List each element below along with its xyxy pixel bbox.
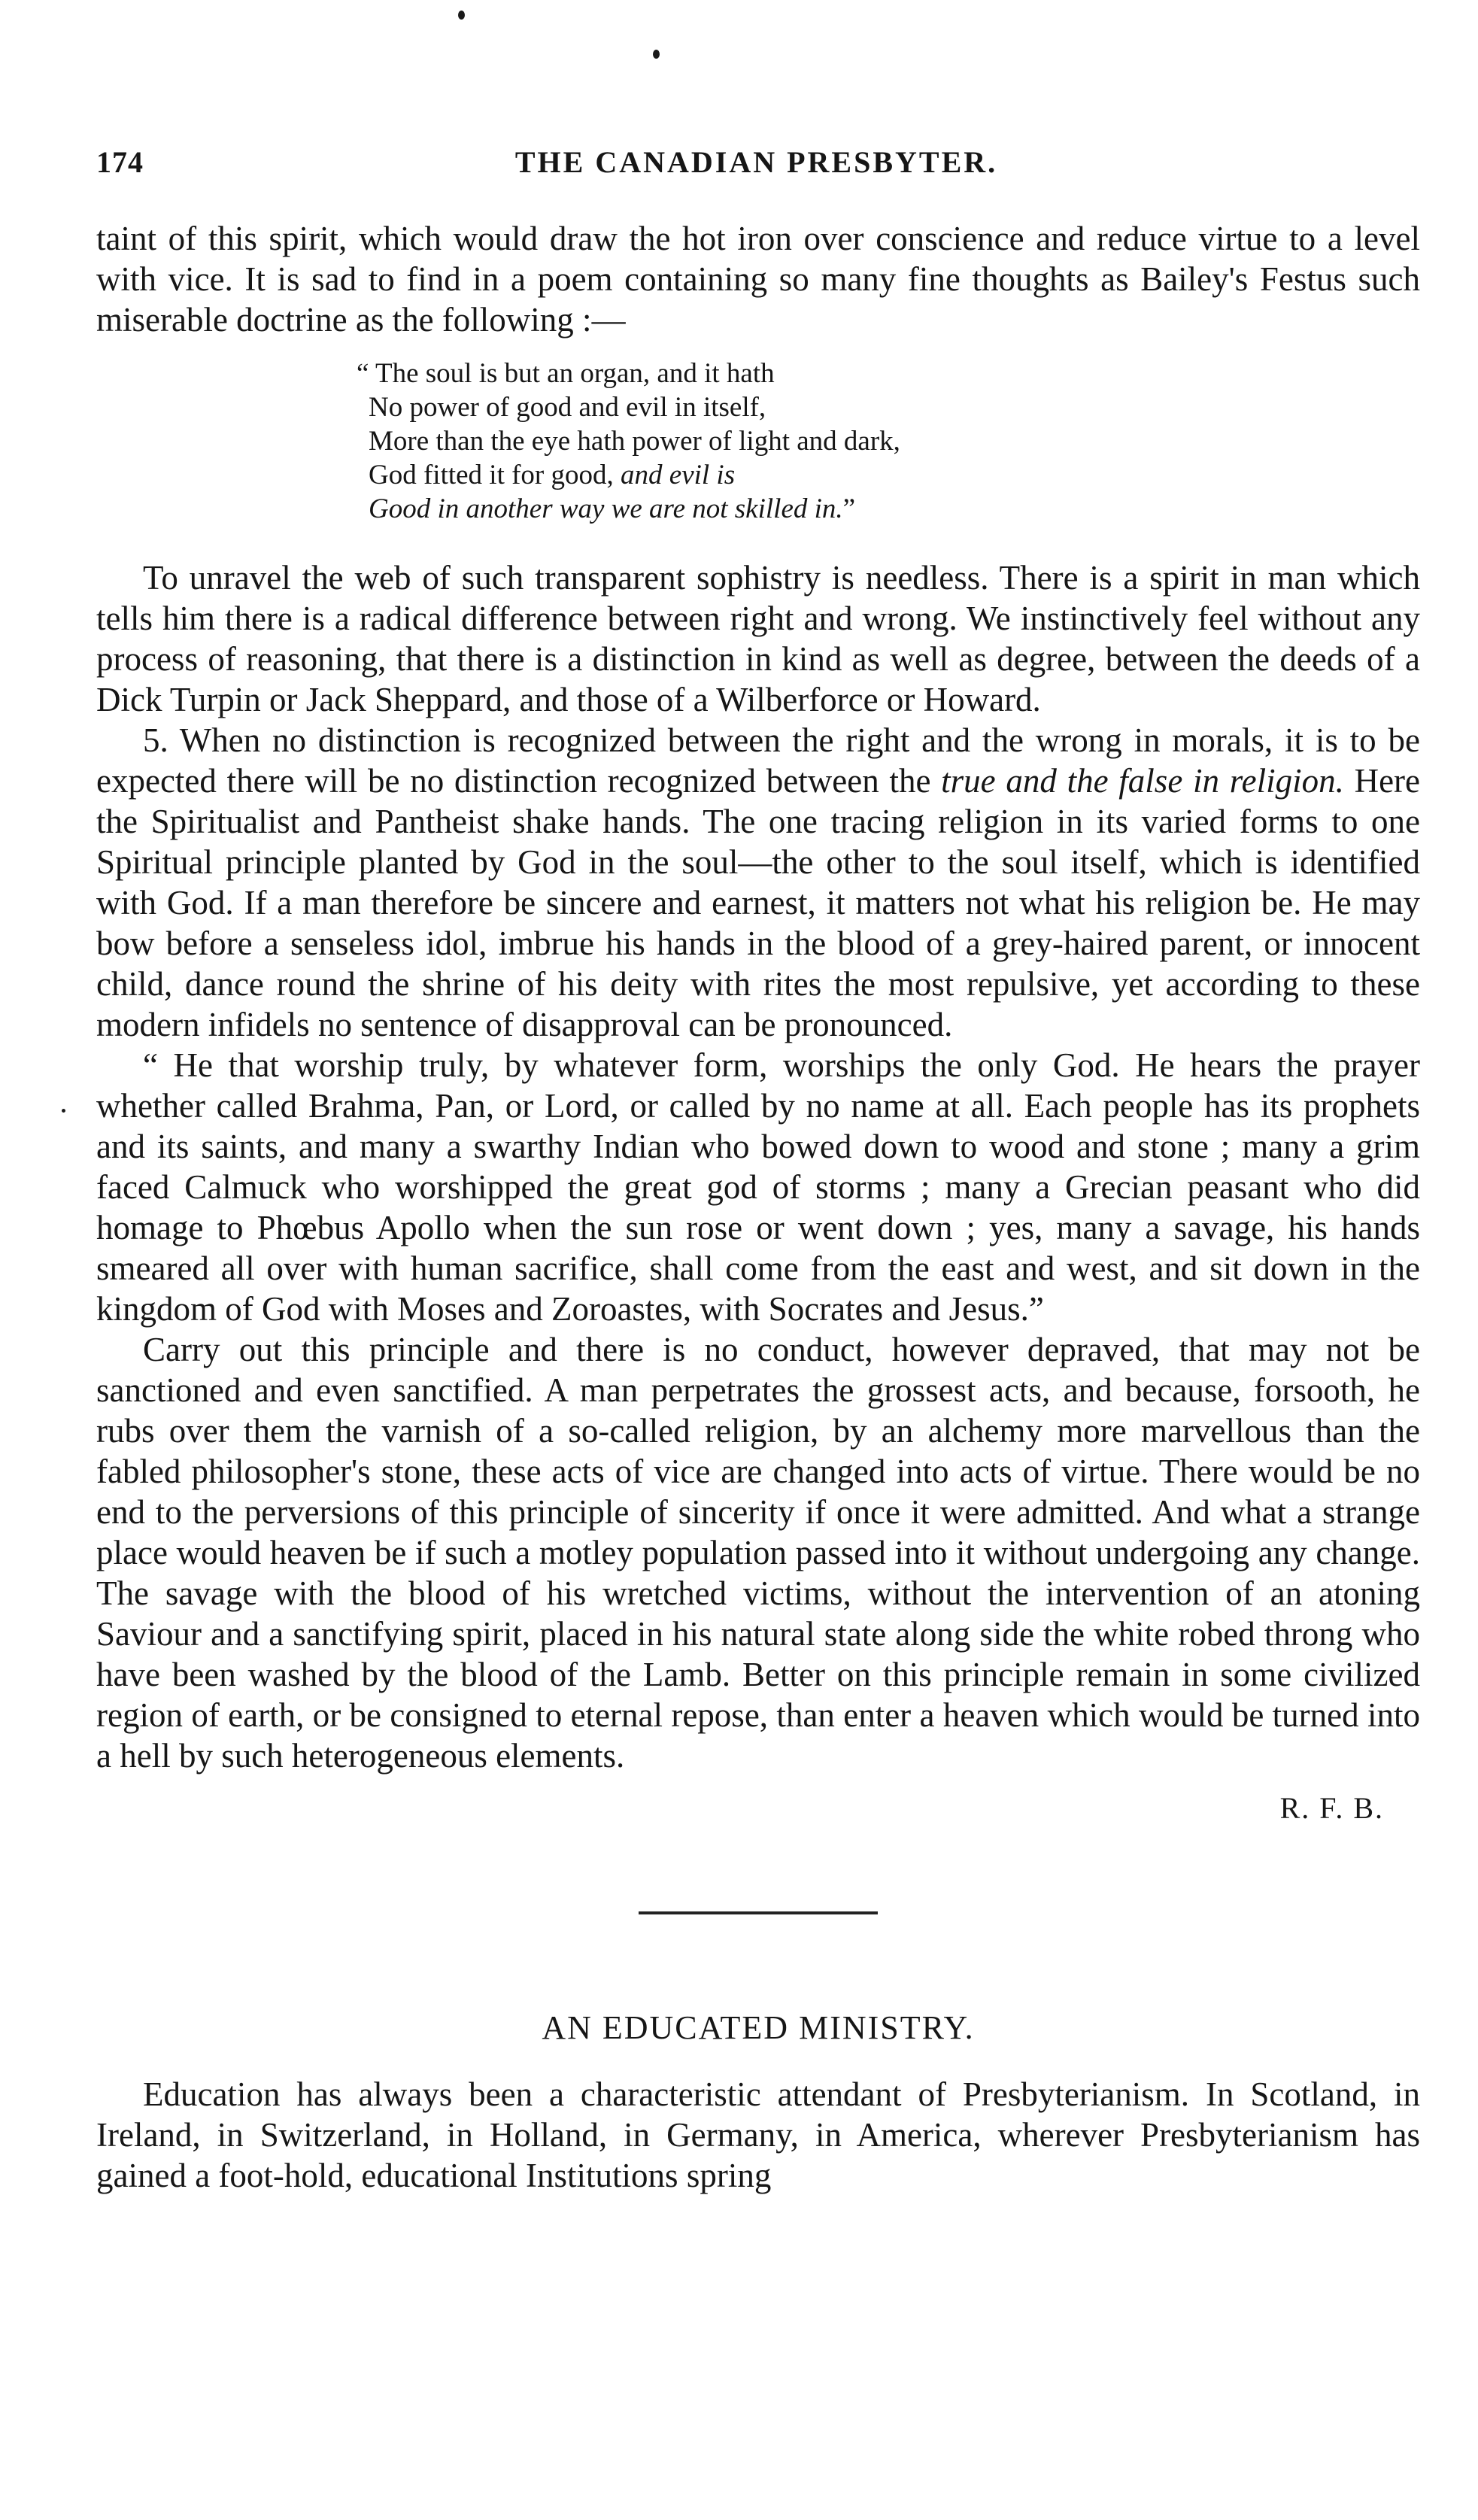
quoted-paragraph: “ He that worship truly, by whatever form, worships the only God. He hears the prayer whether called Brahma, Pan, or Lord, or called by no name at all. Each people has its prophets and its saints, and many a swarthy Indian who bowed down to wood and stone ; many a grim faced Calmuck who worshipped the great god of storms ; many a Grecian peasant who did homage to Phœbus Apollo when the sun rose or went down ; yes, many a savage, his hands smeared all over with human sacrifice, shall come from the east and west, and sit down in the kingdom of God with Moses and Zoroastes, with Socrates and Jesus.”: [96, 1046, 1420, 1328]
ink-speck: [458, 11, 465, 20]
paragraph: To unravel the web of such transparent sophistry is needless. There is a spirit in man which tells him there is a radical difference between right and wrong. We instinctively feel without any process of reasoning, that there is a distinction in kind as well as degree, between the deeds of a Dick Turpin or Jack Sheppard, and those of a Wilberforce or Howard.: [96, 559, 1420, 718]
paragraph-italic-text: true and the false in religion.: [941, 762, 1344, 800]
verse-line: No power of good and evil in itself,: [369, 392, 766, 423]
verse-line: “ The soul is but an organ, and it hath: [357, 358, 775, 389]
verse-line: [369, 458, 1420, 492]
paragraph: Education has always been a characteristic attendant of Presbyterianism. In Scotland, in Ireland, in Switzerland, in Holland, in Germany, in America, wherever Presbyterianism has gained a foot-hold, educational Institutions spring: [96, 2075, 1420, 2194]
section-title: AN EDUCATED MINISTRY.: [542, 2009, 975, 2046]
page-header: [96, 144, 1416, 190]
verse-text: ”: [842, 493, 856, 524]
verse-line: More than the eye hath power of light and dark,: [369, 426, 900, 457]
ink-speck: [62, 1109, 65, 1113]
verse-italic-text: and evil is: [621, 460, 736, 490]
paragraph-text: 5. When no distinction is recognized between the right and the wrong in morals, it is to be expected there will be no distinction recognized between the: [96, 721, 1420, 800]
ink-speck: [653, 50, 660, 59]
paragraph: taint of this spirit, which would draw the hot iron over conscience and reduce virtue to a level with vice. It is sad to find in a poem containing so many fine thoughts as Bailey's Festus such miserable doctrine as the following :—: [96, 220, 1420, 339]
verse-italic-text: Good in another way we are not skilled in.: [369, 493, 843, 524]
paragraph: [96, 720, 1420, 1045]
author-signature: R. F. B.: [1279, 1791, 1384, 1825]
page-number: 174: [96, 145, 144, 179]
paragraph-text: Here the Spiritualist and Pantheist shake hands. The one tracing religion in its varied forms to one Spiritual principle planted by God in the soul—the other to the soul itself, which is identified with God. If a man therefore be sincere and earnest, it matters not what his religion be. He may bow before a senseless idol, imbrue his hands in the blood of a grey-haired parent, or innocent child, dance round the shrine of his deity with rites the most repulsive, yet according to these modern infidels no sentence of disapproval can be pronounced.: [96, 762, 1421, 1043]
article-body: [96, 218, 1420, 2196]
verse-text: God fitted it for good,: [369, 460, 621, 490]
section-divider: [639, 1911, 878, 1914]
paragraph: Carry out this principle and there is no conduct, however depraved, that may not be sanctioned and even sanctified. A man perpetrates the grossest acts, and because, forsooth, he rubs over them the varnish of a so-called religion, by an alchemy more marvellous than the fabled philosopher's stone, these acts of vice are changed into acts of virtue. There would be no end to the perversions of this principle of sincerity if once it were admitted. And what a strange place would heaven be if such a motley population passed into it without undergoing any change. The savage with the blood of his wretched victims, without the intervention of an atoning Saviour and a sanctifying spirit, placed in his natural state along side the white robed throng who have been washed by the blood of the Lamb. Better on this principle remain in some civilized region of earth, or be consigned to eternal repose, than enter a heaven which would be turned into a hell by such heterogeneous elements.: [96, 1331, 1420, 1775]
verse-line: [369, 492, 1420, 526]
running-title: THE CANADIAN PRESBYTER.: [514, 145, 998, 179]
verse-quotation: [357, 357, 1420, 526]
